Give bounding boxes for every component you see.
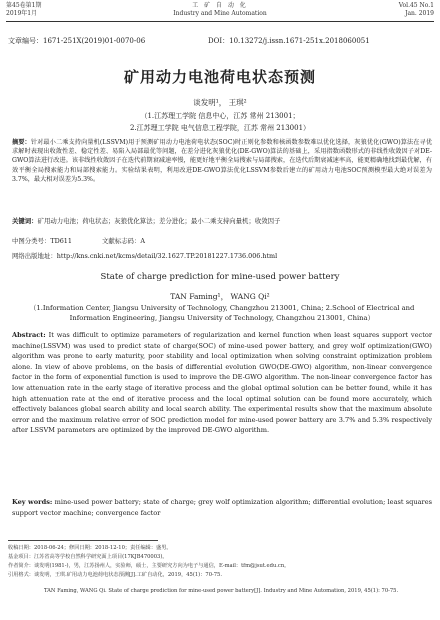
header-divider <box>6 21 434 22</box>
keywords-en-text: mine-used power battery; state of charge; grey wolf optimization algorithm; differential evolution; least squares support vector machine; convergence factor <box>12 498 432 517</box>
volume-issue-en: Vol.45 No.1 <box>398 2 434 9</box>
footnote-author: 作者简介：谈发明(1981-)，男，江苏扬州人，实验师，硕士，主要研究方向为电子与通信，E-mail：tfm@jsut.edu.cn。 <box>8 563 290 569</box>
affiliations-en: （1.Information Center, Jiangsu University of Technology, Changzhou 213001, China; 2.School of Electrical and Information Engineering, Jiangsu University of Technology, Changzhou 213001, China） <box>29 304 415 322</box>
footnote-fund: 基金项目：江苏省高等学校自然科学研究面上项目(17KJB470003)。 <box>8 554 168 560</box>
class-number: 中图分类号：TD611 <box>12 237 72 245</box>
footnote-cite-cn: 引用格式：谈发明，王琪.矿用动力电池荷电状态预测[J].工矿自动化，2019，45(1)：70-75. <box>8 572 222 578</box>
footnote-divider <box>8 540 158 541</box>
volume-issue-cn: 第45卷第1期 <box>6 2 42 9</box>
keywords-cn-label: 关键词： <box>12 217 38 225</box>
document-code: 文献标志码：A <box>102 237 145 245</box>
journal-name-cn: 工 矿 自 动 化 <box>192 2 248 9</box>
affiliation-cn-1: （1.江苏理工学院 信息中心，江苏 常州 213001； <box>140 112 300 120</box>
authors-en: TAN Faming¹， WANG Qi² <box>170 292 270 301</box>
classification-cn <box>12 236 432 245</box>
abstract-cn <box>12 138 432 184</box>
title-en: State of charge prediction for mine-used power battery <box>100 272 340 282</box>
title-cn: 矿用动力电池荷电状态预测 <box>123 68 316 86</box>
keywords-en <box>12 497 432 518</box>
date-cn: 2019年1月 <box>6 10 38 17</box>
header-center <box>6 2 434 18</box>
footnote-cite-en: TAN Faming, WANG Qi. State of charge prediction for mine-used power battery[J]. Industry and Mine Automation, 2019, 45(1): 70-75. <box>44 588 399 594</box>
affiliations-cn <box>0 110 440 134</box>
abstract-en-label: Abstract: <box>12 331 46 339</box>
running-header <box>6 2 434 24</box>
date-en: Jan. 2019 <box>405 10 434 17</box>
journal-name-en: Industry and Mine Automation <box>173 10 267 17</box>
abstract-en <box>12 330 432 436</box>
abstract-cn-label: 摘要： <box>12 139 31 146</box>
header-right <box>399 2 434 18</box>
keywords-cn <box>12 216 432 226</box>
affiliation-cn-2: 2.江苏理工学院 电气信息工程学院，江苏 常州 213001） <box>129 124 311 132</box>
article-number: 文章编号：1671-251X(2019)01-0070-06 <box>8 37 146 45</box>
abstract-cn-text: 针对最小二乘支持向量机(LSSVM)用于预测矿用动力电池荷电状态(SOC)时正则化参数和核函数参数难以优化选择，灰狼优化(GWO)算法在寻优求解时表现出收敛性差、稳定性差、易陷入局部最优等问题，在差分进化灰狼优化(DE-GWO)算法的基础上，采用指数函数形式的非线性收敛因子对DE-GWO算法进行改进。该非线性收敛因子在迭代前期衰减速率慢，能更好地平衡全局搜索与局部搜索，在迭代后期衰减速率高，能更精确地找到最优解，有效平衡全局搜索能力和局部搜索能力。实验结果表明，利用改进DE-GWO算法优化LSSVM参数后建立的矿用动力电池SOC预测模型最大绝对误差为3.7%，最大相对误差为5.3%。 <box>12 139 433 183</box>
keywords-en-label: Key words: <box>12 498 53 506</box>
footnote-received: 收稿日期：2018-06-24；修回日期：2018-12-10；责任编辑：盛男。 <box>8 545 172 551</box>
authors-cn: 谈发明¹， 王琪² <box>193 98 247 107</box>
online-url[interactable]: 网络出版地址：http://kns.cnki.net/kcms/detail/32.1627.TP.20181227.1736.006.html <box>12 252 278 260</box>
abstract-en-text: It was difficult to optimize parameters of regularization and kernel function when least squares support vector machine(LSSVM) was used to predict state of charge(SOC) of mine-used power battery, and grey wolf optimization(GWO) algorithm was prone to early maturity, poor stability and local optimization when solving constraint optimization problem alone. In view of above problems, on the basis of differential evolution GWO(DE-GWO) algorithm, non-linear convergence factor in the form of exponential function is used to improve the DE-GWO algorithm. The non-linear convergence factor has low attenuation rate in the early stage of iterative process and the global optimal solution can be better found, while it has high attenuation rate at the end of iterative process and the local optimal solution can be found more accurately, which effectively balances global search ability and local search ability. The experimental results show that the maximum absolute error and the maximum relative error of SOC prediction model for mine-used power battery are 3.7% and 5.3% respectively after LSSVM parameters are optimized by the improved DE-GWO algorithm. <box>12 331 432 435</box>
keywords-cn-text: 矿用动力电池；荷电状态；灰狼优化算法；差分进化；最小二乘支持向量机；收敛因子 <box>37 217 281 225</box>
doi[interactable]: DOI：10.13272/j.issn.1671-251x.2018060051 <box>208 37 370 45</box>
